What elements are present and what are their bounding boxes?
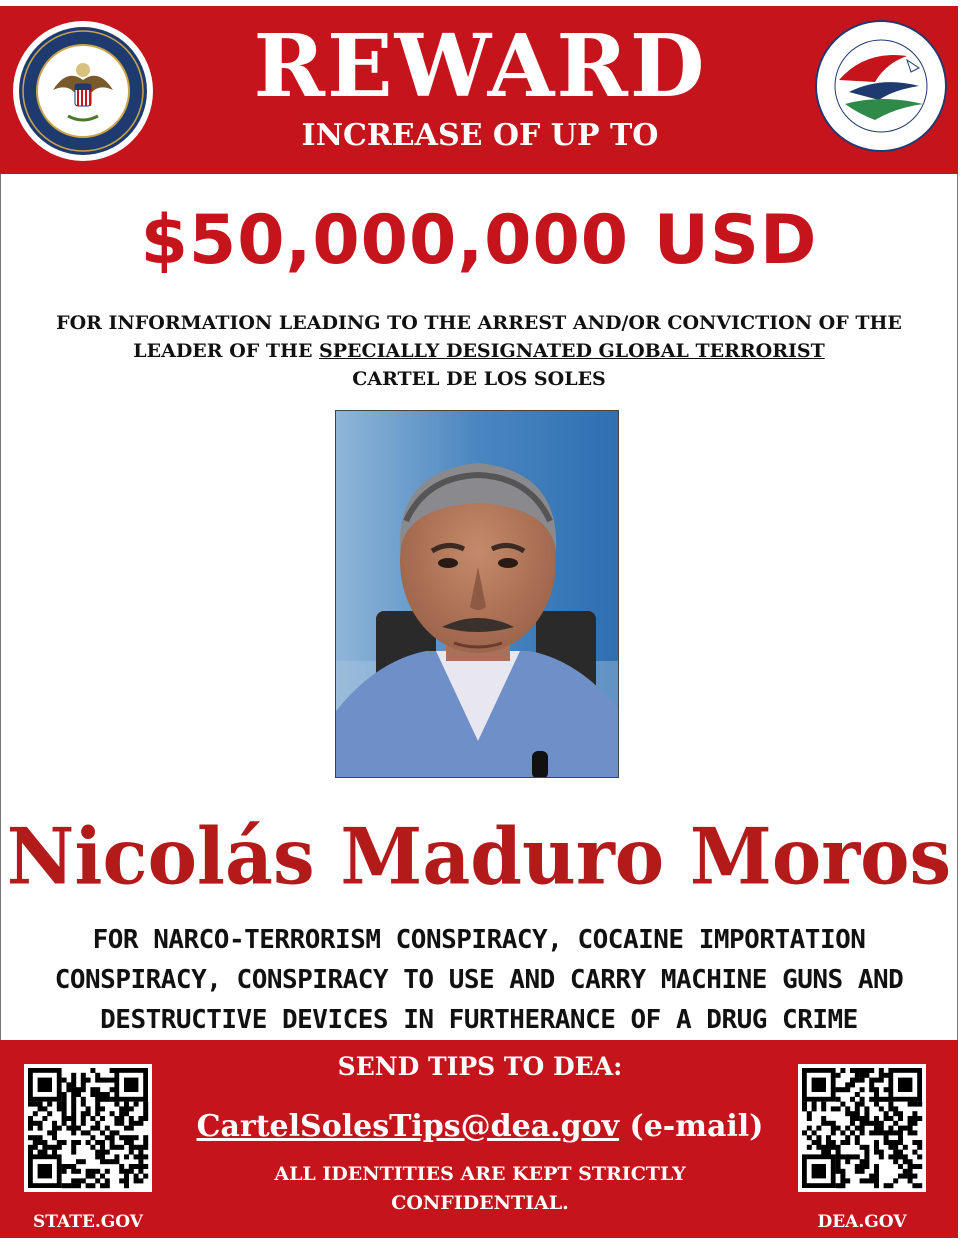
charges-line-1: FOR NARCO-TERRORISM CONSPIRACY, COCAINE IMPORTATION: [92, 925, 866, 955]
tips-email-link[interactable]: CartelSolesTips@dea.gov: [196, 1109, 620, 1144]
info-line-2-prefix: LEADER OF THE: [133, 340, 320, 362]
reward-amount: $50,000,000 USD: [140, 201, 818, 280]
dea-seal-icon: [815, 20, 947, 152]
department-of-state-seal-icon: [12, 20, 154, 162]
info-line-2: [0, 337, 958, 365]
reward-title: REWARD: [253, 16, 707, 117]
info-line-1: FOR INFORMATION LEADING TO THE ARREST AND/OR CONVICTION OF THE: [56, 312, 902, 334]
info-line-3: CARTEL DE LOS SOLES: [352, 368, 606, 390]
tips-title: SEND TIPS TO DEA:: [337, 1052, 623, 1081]
confidential-line-1: ALL IDENTITIES ARE KEPT STRICTLY: [274, 1163, 686, 1185]
portrait-photo-icon: [335, 410, 619, 778]
charges-line-3: DESTRUCTIVE DEVICES IN FURTHERANCE OF A DRUG CRIME: [100, 1005, 858, 1035]
state-gov-label: STATE.GOV: [32, 1212, 143, 1232]
reward-subtitle: INCREASE OF UP TO: [301, 118, 659, 153]
charges-line-2: CONSPIRACY, CONSPIRACY TO USE AND CARRY MACHINE GUNS AND: [54, 965, 904, 995]
designation-link-text: SPECIALLY DESIGNATED GLOBAL TERRORIST: [319, 340, 825, 362]
dea-gov-qr-code-icon[interactable]: [798, 1064, 926, 1192]
dea-gov-label: DEA.GOV: [817, 1212, 907, 1232]
confidential-line-2: CONFIDENTIAL.: [391, 1192, 569, 1214]
state-gov-qr-code-icon[interactable]: [24, 1064, 152, 1192]
charges-text: [0, 920, 958, 1040]
confidentiality-notice: [230, 1160, 730, 1218]
tips-email-row: [160, 1106, 800, 1148]
subject-name: Nicolás Maduro Moros: [6, 811, 952, 903]
tips-email-suffix: (e-mail): [629, 1109, 764, 1144]
